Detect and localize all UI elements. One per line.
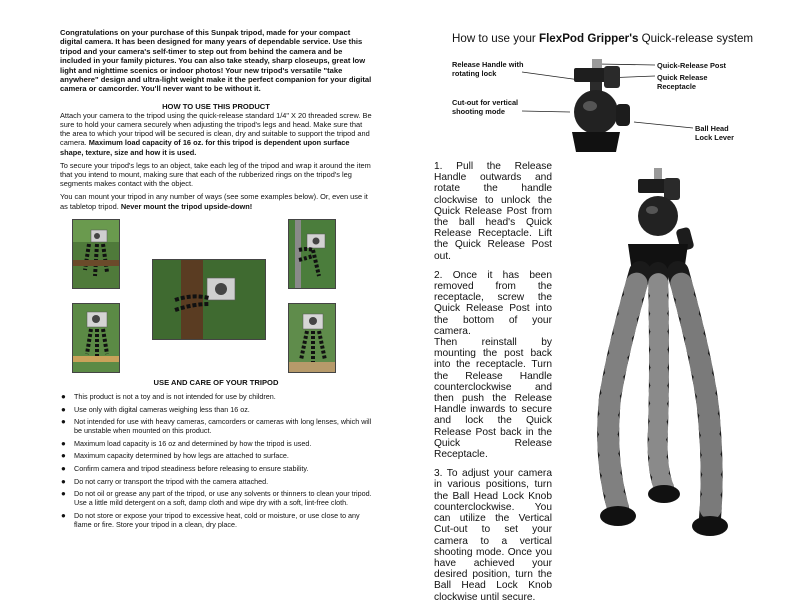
tripod-post-icon [654, 168, 662, 180]
how-to-p1-bold: Maximum load capacity of 16 oz. for this tripod is dependent upon surface shape, texture, size and how it is used. [60, 138, 350, 157]
step-3: 3. To adjust your camera in various positions, turn the Ball Head Lock Knob counterclockwise. You can utilize the Vertical Cut-out to set your camera to a vertical shooting mode. Once you have achieved your desired position, turn the Ball Head Lock Knob clockwise until secure. [434, 468, 552, 603]
bullet-icon: ● [61, 404, 66, 414]
list-item [60, 405, 372, 414]
how-to-paragraph-3 [60, 192, 372, 210]
bullet-icon: ● [61, 417, 66, 427]
foot-right-icon [692, 516, 728, 536]
list-item [60, 439, 372, 448]
bullet-icon: ● [61, 489, 66, 499]
foot-left-icon [600, 506, 636, 526]
how-to-p3-bold: Never mount the tripod upside-down! [120, 201, 253, 211]
how-to-paragraph-1 [60, 111, 372, 157]
how-to-p1-text: Attach your camera to the tripod using the quick-release standard 1/4" X 20 threaded screw. Be sure to hold your camera securely when adjusting the tripod's legs and head. Make sure that the area to which your tripod will be secured is clean, dry and suitable to support the tripod and camera. [60, 110, 372, 148]
how-to-use-heading: HOW TO USE THIS PRODUCT [162, 101, 270, 111]
list-item [60, 451, 372, 460]
care-item-text: Maximum capacity determined by how legs are attached to surface. [74, 451, 289, 461]
instructions [434, 161, 552, 611]
example-photo-1 [72, 219, 120, 289]
care-item-text: Use only with digital cameras weighing less than 16 oz. [74, 404, 250, 414]
bullet-icon: ● [61, 438, 66, 448]
ball-head-diagram [500, 56, 700, 160]
use-and-care-heading: USE AND CARE OF YOUR TRIPOD [153, 378, 279, 387]
how-to-p3-text: You can mount your tripod in any number of ways (see some examples below). Or, even use it as tabletop tripod. [60, 192, 368, 211]
care-list [60, 392, 372, 529]
list-item [60, 511, 372, 529]
release-handle-icon [604, 66, 620, 88]
bullet-icon: ● [61, 451, 66, 461]
care-item-text: This product is not a toy and is not intended for use by children. [74, 392, 276, 401]
label-quick-release-receptacle: Quick Release Receptacle [657, 73, 708, 91]
label-quick-release-post: Quick-Release Post [657, 61, 727, 70]
step-1: 1. Pull the Release Handle outwards and rotate the handle clockwise to unlock the Quick Release Post from the ball head's Quick Release Receptacle. Lift the Quick Release Post out. [434, 161, 552, 262]
example-photo-4 [288, 219, 336, 289]
bullet-icon: ● [61, 510, 66, 520]
tripod-legs [608, 272, 711, 518]
tripod-ball-icon [638, 196, 678, 236]
bullet-icon: ● [61, 463, 66, 473]
camera-on-post-icon [153, 260, 265, 339]
list-item [60, 392, 372, 401]
list-item [60, 464, 372, 473]
how-to-paragraph-2: To secure your tripod's legs to an object, take each leg of the tripod and wrap it around the item that you intend to mount, making sure that each of the rubberized rings on the tripod's leg segments makes contact with the object. [60, 160, 371, 189]
title-product-name: FlexPod Gripper's [539, 32, 639, 45]
camera-on-rail-icon [73, 304, 119, 372]
tripod-illustration [560, 168, 760, 548]
quick-release-post-icon [592, 59, 602, 69]
care-item-text: Do not store or expose your tripod to excessive heat, cold or moisture, or use close to any flame or fire. Store your tripod in a clean, dry place. [74, 510, 360, 529]
care-item-text: Do not oil or grease any part of the tripod, or use any solvents or thinners to clean your tripod. Use a little mild detergent on a soft, damp cloth and wipe dry with a soft, lint-free cloth. [74, 489, 372, 508]
camera-on-branch-icon [73, 220, 119, 288]
label-cutout: Cut-out for vertical shooting mode [452, 98, 519, 116]
title-suffix: Quick-release system [638, 32, 754, 45]
ball-head-icon [574, 90, 618, 134]
intro-paragraph: Congratulations on your purchase of this Sunpak tripod, made for your compact digital camera. It has been designed for many years of dependable service. Use this tripod and your camera's self-timer to step out from behind the camera and be included in your family pictures. You can also take steady, sharp closeups, great low light and nighttime scenics or indoor photos! Your new tripod's versatile "take anywhere" design and ultra-light weight make it the perfect companion for your digital camera or camcorder. You'll never want to be without it. [60, 28, 372, 94]
care-item-text: Maximum load capacity is 16 oz and determined by how the tripod is used. [74, 438, 312, 448]
title-prefix: How to use your [452, 32, 539, 45]
label-release-handle: Release Handle with rotating lock [452, 60, 524, 78]
list-item [60, 477, 372, 486]
list-item [60, 417, 372, 435]
base-icon [572, 132, 620, 152]
bullet-icon: ● [61, 476, 66, 486]
label-ball-head-lock-lever: Ball Head Lock Lever [695, 124, 735, 142]
care-item-text: Do not carry or transport the tripod with the camera attached. [74, 476, 269, 486]
step-2: 2. Once it has been removed from the receptacle, screw the Quick Release Post into the bottom of your camera. Then reinstall by mounting the post back into the receptacle. Turn the Release Handle counterclockwise and then push the Release Handle inwards to secure and lock the Quick Release Post back in the Quick Release Receptacle. [434, 269, 552, 461]
use-and-care-section [60, 378, 372, 532]
example-photo-2 [72, 303, 120, 373]
care-item-text: Confirm camera and tripod steadiness before releasing to ensure stability. [74, 463, 309, 473]
camera-on-pole-icon [289, 220, 335, 288]
list-item [60, 489, 372, 507]
bullet-icon: ● [61, 392, 66, 401]
foot-center-icon [648, 485, 680, 503]
page-title [452, 32, 753, 45]
example-photo-5 [288, 303, 336, 373]
lock-lever-icon [616, 104, 630, 126]
left-page [60, 28, 372, 211]
camera-on-table-icon [289, 304, 335, 372]
care-item-text: Not intended for use with heavy cameras, camcorders or cameras with long lenses, which will be unstable when mounted on this product. [74, 417, 372, 436]
example-photo-3 [152, 259, 266, 340]
